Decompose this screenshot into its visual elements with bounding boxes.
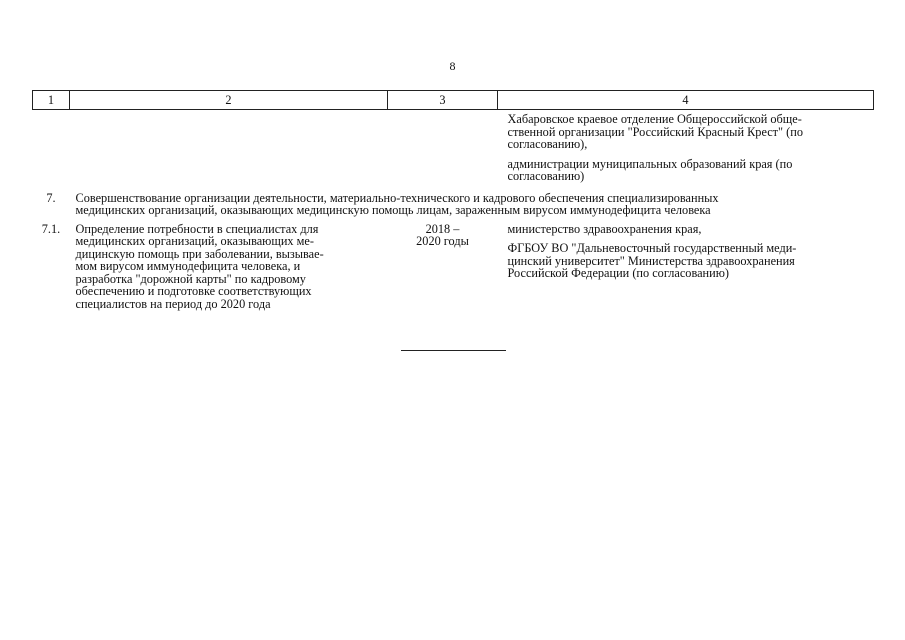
section-row bbox=[33, 183, 874, 217]
item-row bbox=[33, 217, 874, 311]
table-header-row bbox=[33, 91, 874, 110]
executor-red-cross: Хабаровское краевое отделение Общероссийской обще- ственной организации "Российский Красный Крест" (по согласованию), bbox=[507, 112, 803, 151]
end-of-document-rule bbox=[401, 350, 506, 351]
continuation-row bbox=[33, 110, 874, 183]
executor-health-ministry: министерство здравоохранения края, bbox=[507, 221, 702, 236]
section-number: 7. bbox=[46, 190, 56, 205]
continuation-executors-cell bbox=[498, 110, 874, 183]
column-number-2: 2 bbox=[70, 91, 388, 110]
item-number: 7.1. bbox=[41, 221, 61, 236]
executor-medical-university: ФГБОУ ВО "Дальневосточный государственный меди- цинский университет" Министерства здравоохранения Российской Федерации (по согласованию) bbox=[507, 241, 797, 280]
column-number-3: 3 bbox=[388, 91, 498, 110]
item-description: Определение потребности в специалистах для медицинских организаций, оказывающих ме- дицинскую помощь при заболевании, вызывае- мом вирусом иммунодефицита человека, и разработка "дорожной карты" по кадровому обеспечению и подготовке соответствующих специалистов на период до 2020 года bbox=[75, 221, 324, 311]
measures-table bbox=[32, 90, 874, 310]
item-period: 2018 – 2020 годы bbox=[416, 221, 469, 248]
executor-municipalities: администрации муниципальных образований края (по согласованию) bbox=[507, 156, 793, 183]
section-title: Совершенствование организации деятельности, материально-технического и кадрового обеспечения специализированных медицинских организаций, оказывающих медицинскую помощь лицам, зараженным вирусом иммунодефицита человека bbox=[75, 190, 719, 217]
column-number-4: 4 bbox=[498, 91, 874, 110]
column-number-1: 1 bbox=[33, 91, 70, 110]
item-executors-cell bbox=[498, 217, 874, 311]
page-number: 8 bbox=[449, 59, 456, 73]
